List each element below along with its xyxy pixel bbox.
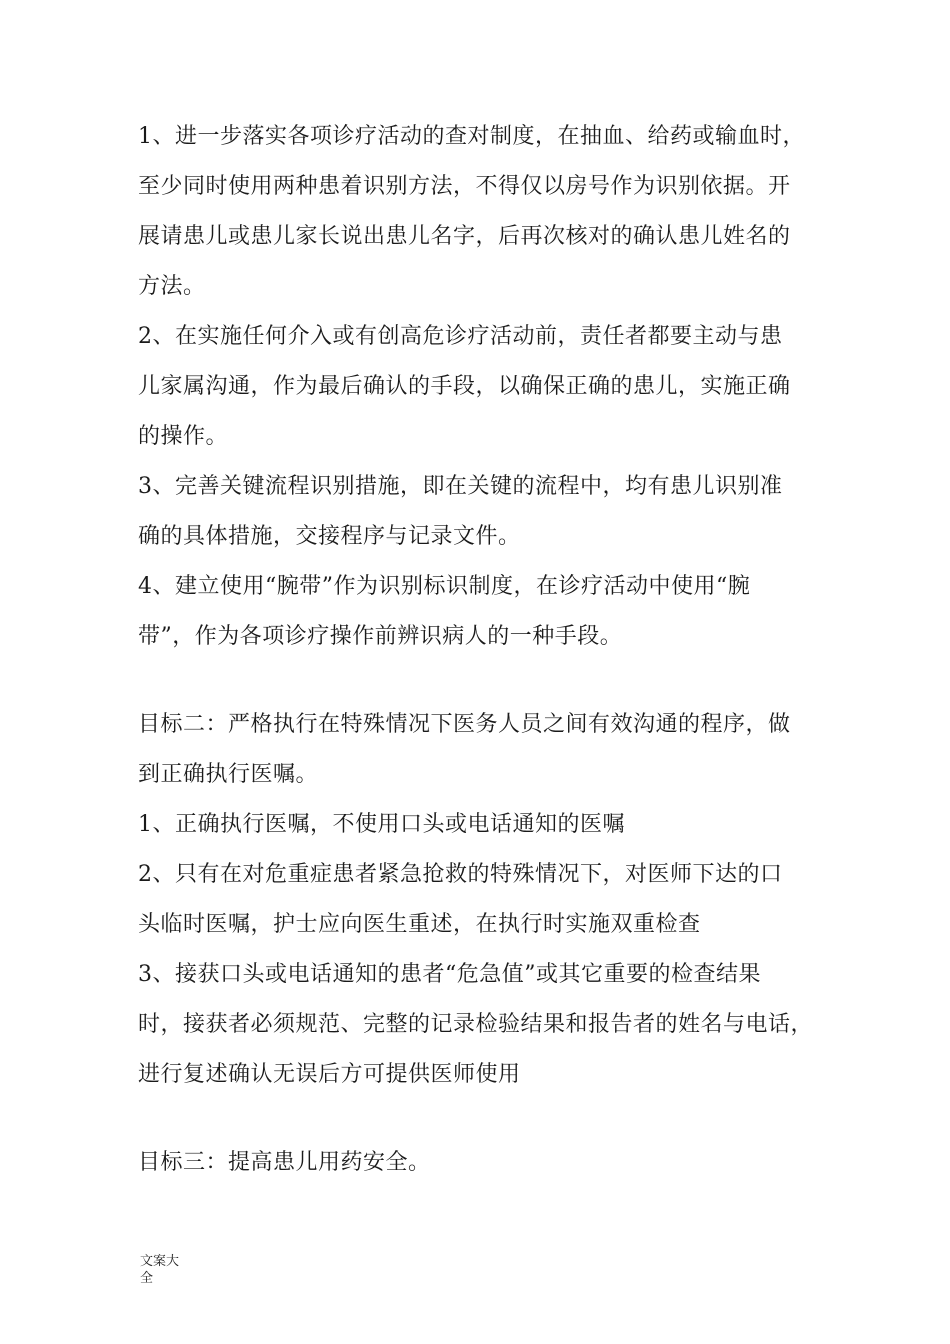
paragraph-line: 1、进一步落实各项诊疗活动的查对制度，在抽血、给药或输血时， — [138, 124, 805, 149]
paragraph-line: 1、正确执行医嘱，不使用口头或电话通知的医嘱 — [138, 812, 625, 837]
paragraph-line: 儿家属沟通，作为最后确认的手段，以确保正确的患儿，实施正确 — [138, 374, 791, 399]
section-gap — [138, 662, 828, 700]
paragraph-line: 2、在实施任何介入或有创高危诊疗活动前，责任者都要主动与患 — [138, 324, 783, 349]
paragraph-line: 确的具体措施，交接程序与记录文件。 — [138, 524, 521, 549]
paragraph-line: 头临时医嘱，护士应向医生重述，在执行时实施双重检查 — [138, 912, 701, 937]
paragraph-line: 进行复述确认无误后方可提供医师使用 — [138, 1062, 521, 1087]
paragraph-line: 4、建立使用“腕带”作为识别标识制度，在诊疗活动中使用“腕 — [138, 574, 751, 599]
page-footer — [140, 1253, 179, 1287]
goal-three-heading: 目标三：提高患儿用药安全。 — [138, 1150, 431, 1175]
document-body — [138, 112, 828, 1188]
paragraph-line: 展请患儿或患儿家长说出患儿名字，后再次核对的确认患儿姓名的 — [138, 224, 791, 249]
footer-text-line: 全 — [140, 1271, 154, 1286]
footer-text-line: 文案大 — [140, 1254, 180, 1269]
paragraph-line: 2、只有在对危重症患者紧急抢救的特殊情况下，对医师下达的口 — [138, 862, 783, 887]
section-goal-two — [138, 700, 828, 1100]
paragraph-line: 到正确执行医嘱。 — [138, 762, 319, 787]
paragraph-line: 3、接获口头或电话通知的患者“危急值”或其它重要的检查结果 — [138, 962, 761, 987]
paragraph-line: 时，接获者必须规范、完整的记录检验结果和报告者的姓名与电话， — [138, 1012, 814, 1037]
goal-two-heading: 目标二：严格执行在特殊情况下医务人员之间有效沟通的程序，做 — [138, 712, 791, 737]
paragraph-line: 3、完善关键流程识别措施，即在关键的流程中，均有患儿识别准 — [138, 474, 783, 499]
paragraph-line: 带”，作为各项诊疗操作前辨识病人的一种手段。 — [138, 624, 623, 649]
section-goal-three — [138, 1138, 828, 1188]
paragraph-line: 方法。 — [138, 274, 206, 299]
section-gap — [138, 1100, 828, 1138]
paragraph-line: 至少同时使用两种患着识别方法，不得仅以房号作为识别依据。开 — [138, 174, 791, 199]
section-patient-identification — [138, 112, 828, 662]
paragraph-line: 的操作。 — [138, 424, 229, 449]
